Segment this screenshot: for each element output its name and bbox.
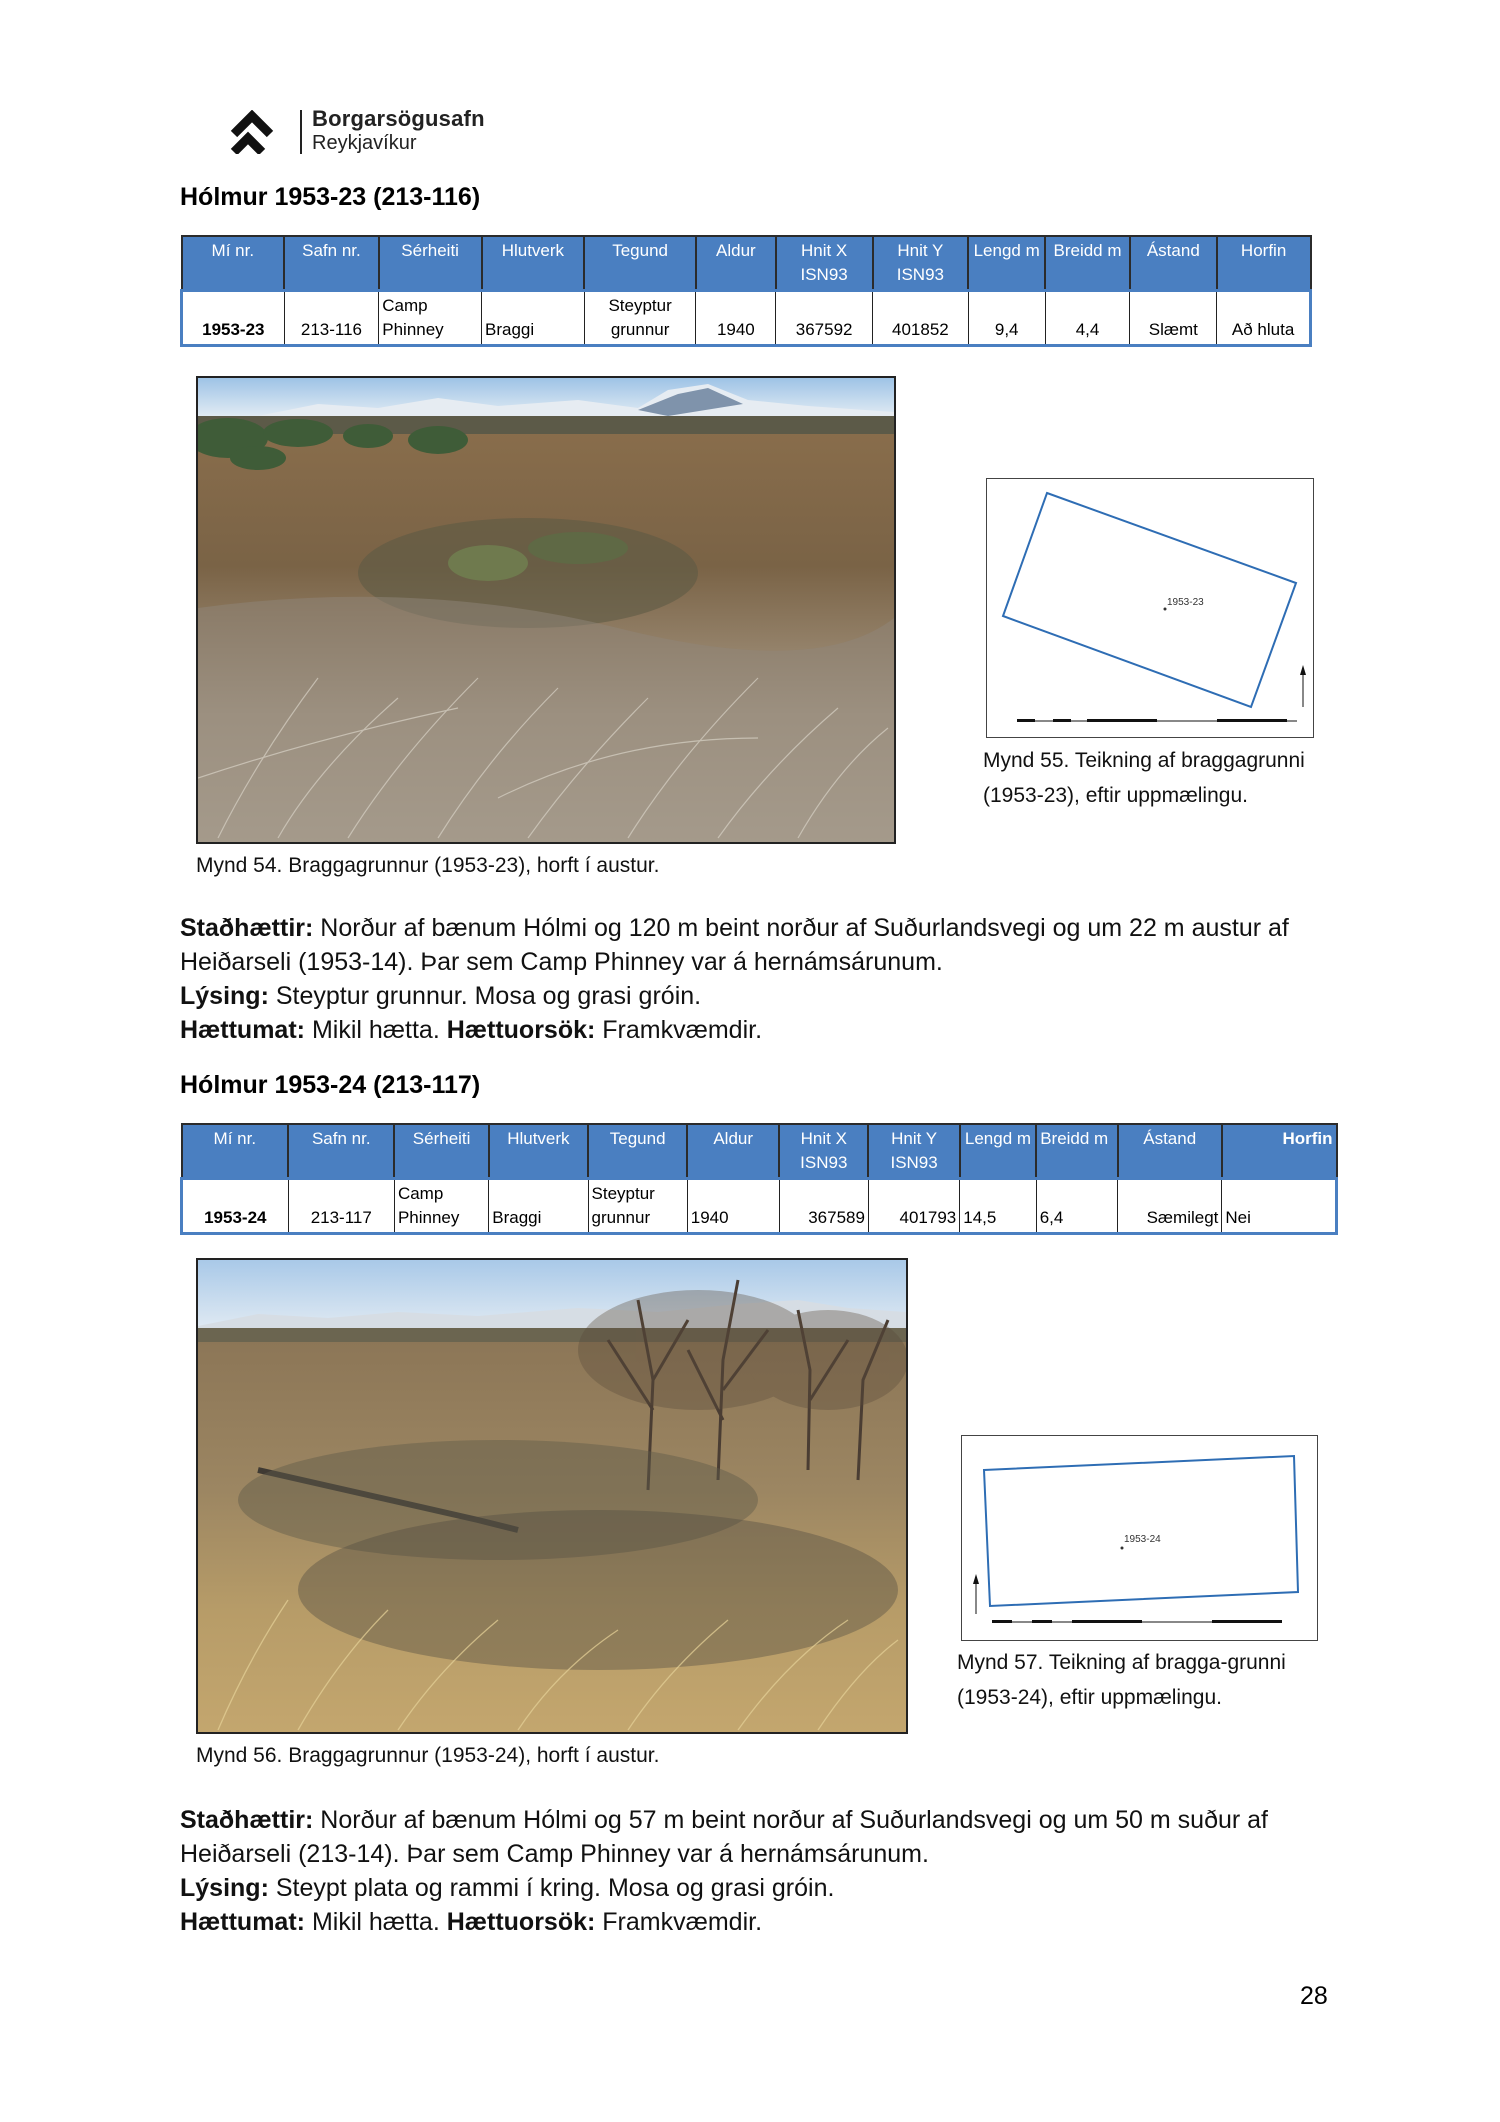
cell-hnit-x: 367592 [776, 291, 873, 346]
lysing-label: Lýsing: [180, 1874, 269, 1902]
col-aldur: Aldur [687, 1124, 779, 1179]
cell-breidd: 6,4 [1036, 1179, 1117, 1234]
drawing-caption-55: Mynd 55. Teikning af braggagrunni (1953-23), eftir uppmælingu. [983, 749, 1305, 807]
entry-2-table [180, 1123, 1338, 1235]
haettuorsok-label: Hættuorsök: [446, 1016, 596, 1044]
haettumat-line [180, 1905, 1380, 1939]
haettumat-text: Mikil hætta. [311, 1908, 440, 1936]
cell-hnit-y: 401793 [868, 1179, 959, 1234]
entry-1-title: Hólmur 1953-23 (213-116) [180, 183, 481, 211]
haettumat-text: Mikil hætta. [311, 1016, 440, 1044]
col-serheiti: Sérheiti [394, 1124, 488, 1179]
haettuorsok-text: Framkvæmdir. [602, 1908, 763, 1936]
cell-tegund: Steyptur grunnur [584, 291, 696, 346]
entry-2-title: Hólmur 1953-24 (213-117) [180, 1071, 481, 1099]
table-header-row [182, 1124, 1337, 1179]
col-hnit-x: Hnit X ISN93 [776, 236, 873, 291]
lysing-line [180, 1871, 1380, 1905]
cell-aldur: 1940 [696, 291, 776, 346]
col-hnit-y: Hnit Y ISN93 [873, 236, 969, 291]
photo-caption-54: Mynd 54. Braggagrunnur (1953-23), horft í austur. [196, 854, 660, 877]
col-hnit-y: Hnit Y ISN93 [868, 1124, 959, 1179]
lysing-line [180, 979, 1380, 1013]
lysing-label: Lýsing: [180, 982, 269, 1010]
cell-safn-nr: 213-116 [284, 291, 379, 346]
drawing-caption-57: Mynd 57. Teikning af bragga-grunni (1953-24), eftir uppmælingu. [957, 1651, 1286, 1709]
photo-braggagrunnur-1953-23 [196, 376, 896, 844]
col-safn-nr: Safn nr. [288, 1124, 394, 1179]
col-breidd: Breidd m [1036, 1124, 1117, 1179]
cell-serheiti: Camp Phinney [394, 1179, 488, 1234]
col-hnit-x: Hnit X ISN93 [779, 1124, 868, 1179]
cell-astand: Slæmt [1130, 291, 1217, 346]
drawing-label-2: 1953-24 [1124, 1534, 1161, 1545]
cell-lengd: 9,4 [968, 291, 1045, 346]
cell-serheiti: Camp Phinney [379, 291, 482, 346]
drawing-1953-24 [961, 1435, 1318, 1641]
landscape-photo-1 [198, 378, 894, 842]
cell-hnit-y: 401852 [873, 291, 969, 346]
entry-1-table [180, 235, 1312, 347]
haettumat-label: Hættumat: [180, 1016, 305, 1044]
cell-mi-nr: 1953-23 [182, 291, 285, 346]
page-number: 28 [1300, 1982, 1328, 2010]
haettumat-line [180, 1013, 1380, 1047]
landscape-photo-2 [198, 1260, 906, 1732]
museum-logo [230, 104, 530, 160]
drawing-label-1: 1953-23 [1167, 597, 1204, 608]
col-astand: Ástand [1118, 1124, 1222, 1179]
logo-divider [300, 110, 302, 154]
stadhaettir-text: Norður af bænum Hólmi og 120 m beint norður af Suðurlandsvegi og um 22 m austur af Heiðarseli (1953-14). Þar sem Camp Phinney var á hernámsárunum. [180, 914, 1289, 976]
stadhaettir-label: Staðhættir: [180, 914, 314, 942]
cell-lengd: 14,5 [960, 1179, 1036, 1234]
col-safn-nr: Safn nr. [284, 236, 379, 291]
haettuorsok-label: Hættuorsök: [446, 1908, 596, 1936]
photo-caption-56: Mynd 56. Braggagrunnur (1953-24), horft í austur. [196, 1744, 660, 1767]
cell-breidd: 4,4 [1045, 291, 1130, 346]
cell-aldur: 1940 [687, 1179, 779, 1234]
stadhaettir-line [180, 1803, 1380, 1871]
stadhaettir-text: Norður af bænum Hólmi og 57 m beint norður af Suðurlandsvegi og um 50 m suður af Heiðarseli (213-14). Þar sem Camp Phinney var á hernámsárunum. [180, 1806, 1268, 1868]
col-mi-nr: Mí nr. [182, 236, 285, 291]
cell-mi-nr: 1953-24 [182, 1179, 289, 1234]
lysing-text: Steyptur grunnur. Mosa og grasi gróin. [275, 982, 702, 1010]
cell-horfin: Að hluta [1217, 291, 1311, 346]
survey-drawing-2 [962, 1436, 1317, 1640]
logo-subtitle: Reykjavíkur [312, 132, 417, 154]
table-row [182, 291, 1311, 346]
cell-tegund: Steyptur grunnur [588, 1179, 687, 1234]
haettuorsok-text: Framkvæmdir. [602, 1016, 763, 1044]
col-hlutverk: Hlutverk [489, 1124, 588, 1179]
col-lengd: Lengd m [968, 236, 1045, 291]
logo-chevron-icon [230, 110, 292, 154]
entry-2-description [180, 1803, 1380, 1939]
photo-braggagrunnur-1953-24 [196, 1258, 908, 1734]
cell-hlutverk: Braggi [489, 1179, 588, 1234]
col-aldur: Aldur [696, 236, 776, 291]
col-serheiti: Sérheiti [379, 236, 482, 291]
col-breidd: Breidd m [1045, 236, 1130, 291]
entry-1-description [180, 911, 1380, 1047]
cell-hnit-x: 367589 [779, 1179, 868, 1234]
logo-name: Borgarsögusafn [312, 106, 485, 131]
col-hlutverk: Hlutverk [482, 236, 585, 291]
cell-safn-nr: 213-117 [288, 1179, 394, 1234]
haettumat-label: Hættumat: [180, 1908, 305, 1936]
cell-astand: Sæmilegt [1118, 1179, 1222, 1234]
table-header-row [182, 236, 1311, 291]
col-horfin: Horfin [1217, 236, 1311, 291]
lysing-text: Steypt plata og rammi í kring. Mosa og grasi gróin. [275, 1874, 835, 1902]
cell-hlutverk: Braggi [482, 291, 585, 346]
cell-horfin: Nei [1222, 1179, 1337, 1234]
stadhaettir-label: Staðhættir: [180, 1806, 314, 1834]
col-horfin: Horfin [1222, 1124, 1337, 1179]
survey-drawing-1 [987, 479, 1313, 737]
col-lengd: Lengd m [960, 1124, 1036, 1179]
col-astand: Ástand [1130, 236, 1217, 291]
table-row [182, 1179, 1337, 1234]
col-tegund: Tegund [588, 1124, 687, 1179]
col-tegund: Tegund [584, 236, 696, 291]
col-mi-nr: Mí nr. [182, 1124, 289, 1179]
stadhaettir-line [180, 911, 1380, 979]
drawing-1953-23 [986, 478, 1314, 738]
